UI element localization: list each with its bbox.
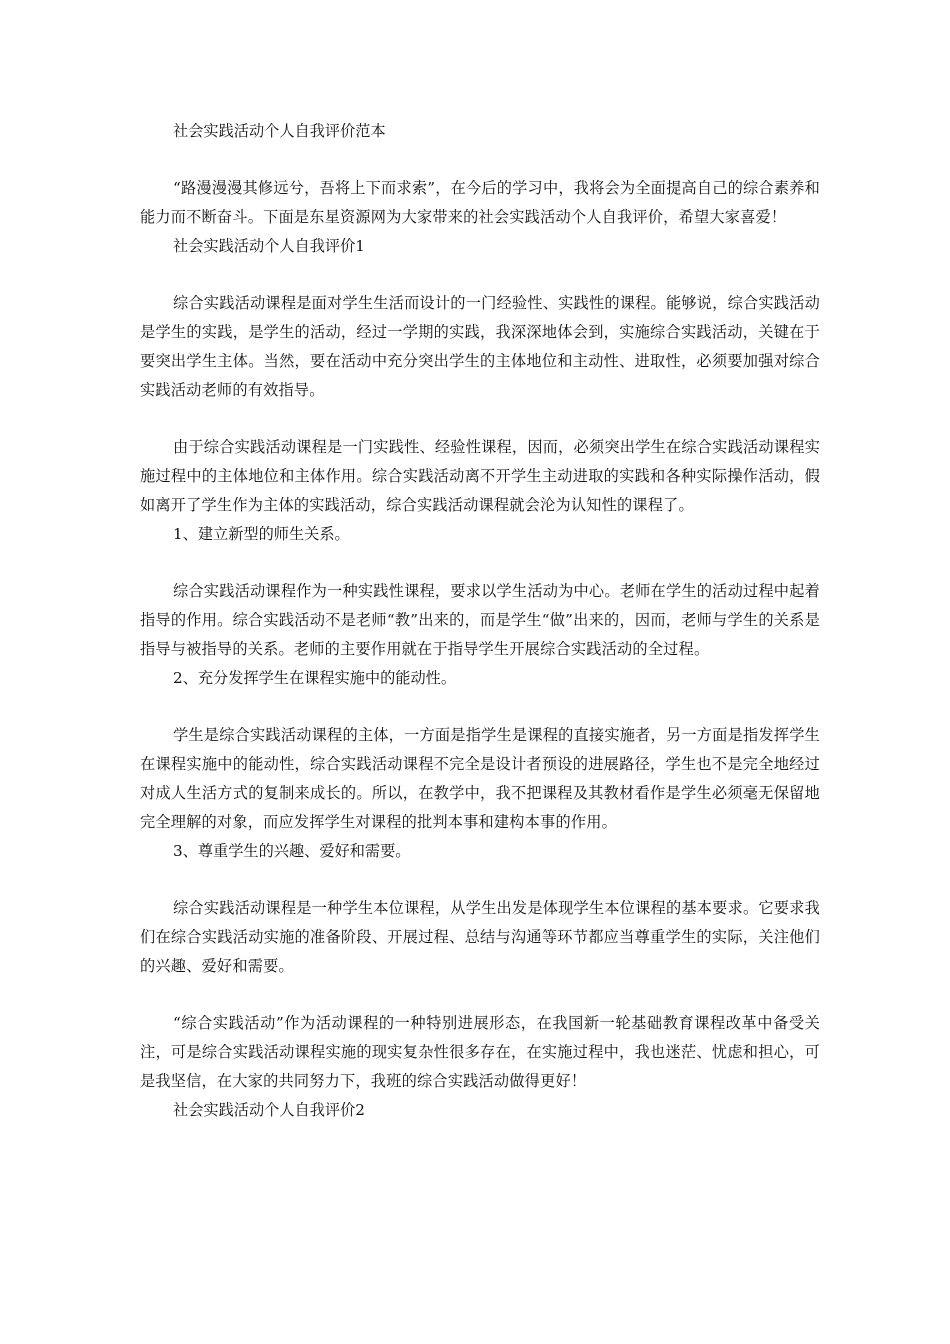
- subheading-1: 1、建立新型的师生关系。: [173, 525, 350, 543]
- document-title: 社会实践活动个人自我评价范本: [173, 122, 386, 140]
- subheading-3: 3、尊重学生的兴趣、爱好和需要。: [173, 842, 411, 860]
- section-1-title: 社会实践活动个人自我评价1: [173, 237, 365, 255]
- paragraph-5: 综合实践活动课程是一种学生本位课程，从学生出发是体现学生本位课程的基本要求。它要求我们在综合实践活动实施的准备阶段、开展过程、总结与沟通等环节都应当尊重学生的实际，关注他们的兴趣、爱好和需要。: [140, 899, 820, 975]
- paragraph-2: 由于综合实践活动课程是一门实践性、经验性课程，因而，必须突出学生在综合实践活动课程实施过程中的主体地位和主体作用。综合实践活动离不开学生主动进取的实践和各种实际操作活动，假如离开了学生作为主体的实践活动，综合实践活动课程就会沦为认知性的课程了。: [140, 438, 820, 514]
- document-body: [140, 117, 820, 1125]
- intro-paragraph: “路漫漫漫其修远兮，吾将上下而求索”，在今后的学习中，我将会为全面提高自己的综合素养和能力而不断奋斗。下面是东星资源网为大家带来的社会实践活动个人自我评价，希望大家喜爱！: [140, 179, 820, 226]
- paragraph-3: 综合实践活动课程作为一种实践性课程，要求以学生活动为中心。老师在学生的活动过程中起着指导的作用。综合实践活动不是老师“教”出来的，而是学生“做”出来的，因而，老师与学生的关系是指导与被指导的关系。老师的主要作用就在于指导学生开展综合实践活动的全过程。: [140, 582, 820, 658]
- subheading-2: 2、充分发挥学生在课程实施中的能动性。: [173, 669, 457, 687]
- paragraph-1: 综合实践活动课程是面对学生生活而设计的一门经验性、实践性的课程。能够说，综合实践活动是学生的实践，是学生的活动，经过一学期的实践，我深深地体会到，实施综合实践活动，关键在于要突出学生主体。当然，要在活动中充分突出学生的主体地位和主动性、进取性，必须要加强对综合实践活动老师的有效指导。: [140, 294, 820, 399]
- paragraph-6: “综合实践活动”作为活动课程的一种特别进展形态，在我国新一轮基础教育课程改革中备受关注，可是综合实践活动课程实施的现实复杂性很多存在，在实施过程中，我也迷茫、忧虑和担心，可是我坚信，在大家的共同努力下，我班的综合实践活动做得更好！: [140, 1014, 820, 1090]
- section-2-title: 社会实践活动个人自我评价2: [173, 1101, 365, 1119]
- paragraph-4: 学生是综合实践活动课程的主体，一方面是指学生是课程的直接实施者，另一方面是指发挥学生在课程实施中的能动性，综合实践活动课程不完全是设计者预设的进展路径，学生也不是完全地经过对成人生活方式的复制来成长的。所以，在教学中，我不把课程及其教材看作是学生必须毫无保留地完全理解的对象，而应发挥学生对课程的批判本事和建构本事的作用。: [140, 726, 820, 831]
